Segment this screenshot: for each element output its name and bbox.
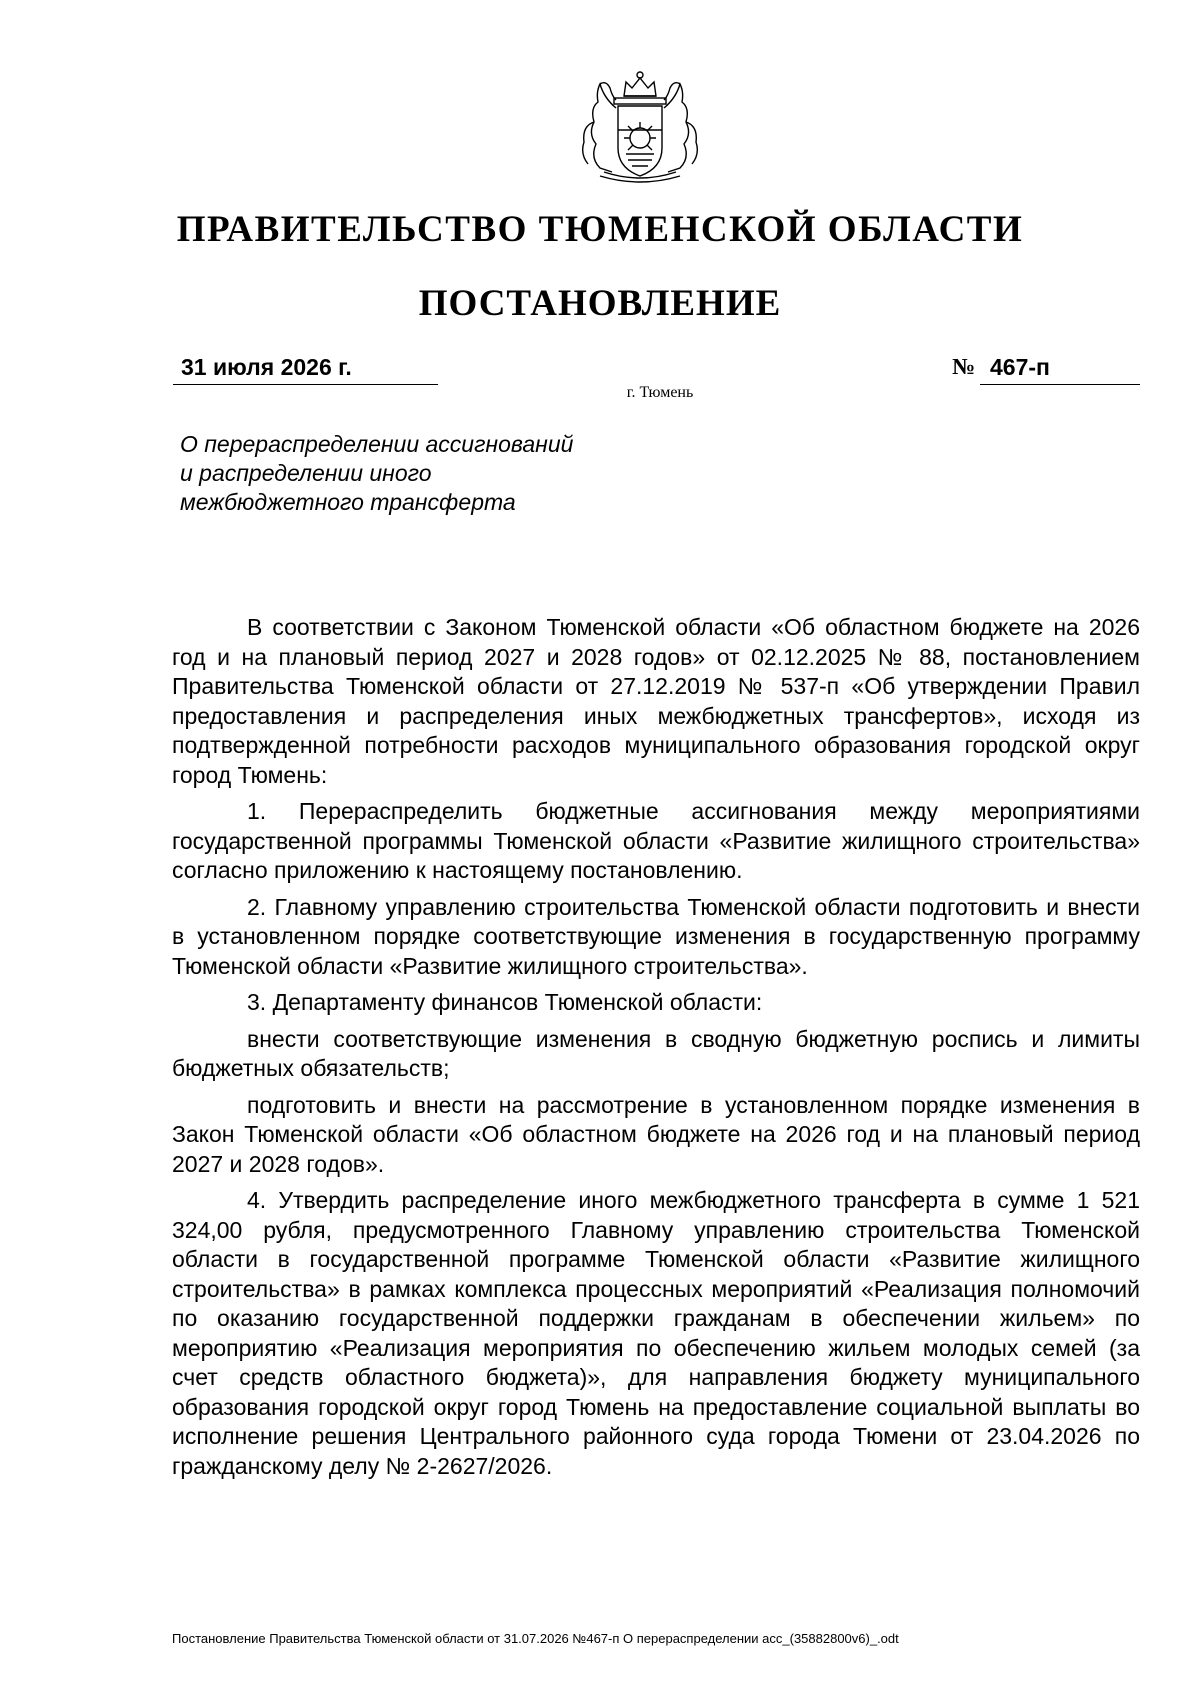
city: г. Тюмень: [626, 384, 694, 401]
subject-line: О перераспределении ассигнований: [180, 431, 574, 457]
clause-3-item-1: внести соответствующие изменения в сводную бюджетную роспись и лимиты бюджетных обязательств;: [172, 1025, 1140, 1081]
document-date: 31 июля 2026 г.: [173, 354, 438, 385]
preamble-paragraph: В соответствии с Законом Тюменской области «Об областном бюджете на 2026 год и на плановый период 2027 и 2028 годов» от 02.12.2025 № 88, постановлением Правительства Тюменской области от 27.12.2019 № 537-п «Об утверждении Правил предоставления и распределения иных межбюджетных трансфертов», исходя из подтвержденной потребности расходов муниципального образования городской округ город Тюмень:: [172, 614, 1140, 788]
clause-3: 3. Департаменту финансов Тюменской области:: [247, 989, 763, 1015]
document-subject: [180, 430, 573, 517]
clause-1: 1. Перераспределить бюджетные ассигнования между мероприятиями государственной программы Тюменской области «Развитие жилищного строительства» согласно приложению к настоящему постановлению.: [172, 798, 1140, 883]
clause-3-item-2: подготовить и внести на рассмотрение в установленном порядке изменения в Закон Тюменской области «Об областном бюджете на 2026 год и на плановый период 2027 и 2028 годов».: [172, 1091, 1140, 1177]
subject-line: межбюджетного трансферта: [180, 489, 516, 515]
subject-line: и распределении иного: [180, 460, 432, 486]
document-number: 467-п: [980, 354, 1140, 385]
document-type: ПОСТАНОВЛЕНИЕ: [418, 283, 782, 324]
coat-of-arms-icon: [560, 68, 720, 188]
document-body: [172, 613, 1140, 1488]
number-label: №: [952, 354, 976, 379]
clause-2: 2. Главному управлению строительства Тюменской области подготовить и внести в установленном порядке соответствующие изменения в государственную программу Тюменской области «Развитие жилищного строительства».: [172, 893, 1140, 979]
clause-4: 4. Утвердить распределение иного межбюджетного трансферта в сумме 1 521 324,00 рубля, предусмотренного Главному управлению строительства Тюменской области в государственной программе Тюменской области «Развитие жилищного строительства» в рамках комплекса процессных мероприятий «Реализация полномочий по оказанию государственной поддержки гражданам в обеспечении жильем» по мероприятию «Реализация мероприятия по обеспечению жильем молодых семей (за счет средств областного бюджета)», для направления бюджету муниципального образования городской округ город Тюмень на предоставление социальной выплаты во исполнение решения Центрального районного суда города Тюмени от 23.04.2026 по гражданскому делу № 2-2627/2026.: [172, 1187, 1140, 1479]
government-title: ПРАВИТЕЛЬСТВО ТЮМЕНСКОЙ ОБЛАСТИ: [176, 209, 1024, 250]
file-footer: Постановление Правительства Тюменской области от 31.07.2026 №467-п О перераспределении асс_(35882800v6)_.odt: [172, 1631, 899, 1646]
